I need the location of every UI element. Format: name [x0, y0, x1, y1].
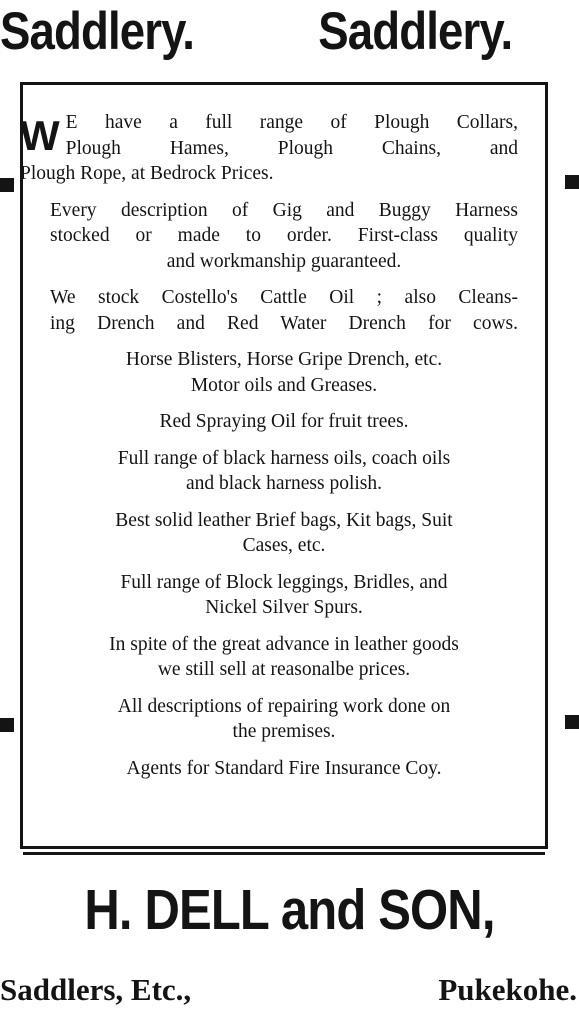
text-line: and workmanship guaranteed.: [166, 250, 402, 272]
text-line: Best solid leather Brief bags, Kit bags, Suit: [115, 509, 453, 531]
text-line: Horse Blisters, Horse Gripe Drench, etc.: [125, 349, 443, 370]
paragraph-plough: [20, 110, 548, 187]
text-line: We stock Costello's Cattle Oil ; also Cleans-: [50, 287, 518, 308]
text-line: ing Drench and Red Water Drench for cows.: [50, 312, 518, 334]
paragraph-harness: [20, 198, 548, 275]
text-line: Nickel Silver Spurs.: [205, 597, 363, 618]
paragraph-repairs: [20, 694, 548, 745]
text-line: Full range of black harness oils, coach oils: [117, 447, 451, 469]
firm-name: [0, 870, 579, 950]
paragraph-cattle-oil: [20, 285, 548, 336]
headline: [0, 0, 513, 80]
text-line: the premises.: [232, 721, 336, 742]
text-line: stocked or made to order. First-class quality: [50, 225, 518, 246]
text-line: Full range of Block leggings, Bridles, and: [120, 571, 448, 593]
text-line: All descriptions of repairing work done on: [117, 695, 451, 717]
text-line: E have a full range of Plough Collars,: [65, 112, 518, 133]
text-line: Plough Hames, Plough Chains, and: [65, 137, 518, 159]
town-name: Pukekohe.: [438, 972, 577, 1007]
headline-right: Saddlery.: [318, 2, 513, 61]
text-line: Plough Rope, at Bedrock Prices.: [20, 163, 274, 184]
text-line: Every description of Gig and Buggy Harness: [50, 199, 518, 221]
text-line: and black harness polish.: [185, 473, 383, 494]
text-line: Motor oils and Greases.: [190, 374, 378, 396]
column-rule-mark: [0, 718, 14, 732]
paragraph-horse: [20, 347, 548, 398]
text-line: Agents for Standard Fire Insurance Coy.: [126, 757, 442, 779]
paragraph-spraying-oil: [20, 409, 548, 435]
text-line: In spite of the great advance in leather goods: [109, 633, 459, 655]
column-rule-mark: [565, 715, 579, 729]
text-line: Cases, etc.: [242, 535, 326, 556]
text-line: we still sell at reasonalbe prices.: [157, 659, 411, 680]
trade-line: Saddlers, Etc.,: [0, 972, 192, 1007]
paragraph-insurance: [20, 756, 548, 782]
column-rule-mark: [565, 175, 579, 189]
headline-left: Saddlery.: [0, 2, 195, 61]
paragraph-prices: [20, 632, 548, 683]
text-line: Red Spraying Oil for fruit trees.: [159, 411, 409, 432]
paragraph-harness-oils: [20, 446, 548, 497]
advert-body: [20, 110, 548, 792]
column-rule-mark: [0, 178, 14, 192]
drop-cap: W: [20, 112, 60, 159]
firm-name-text: H. DELL and SON,: [84, 878, 495, 942]
paragraph-leggings: [20, 570, 548, 621]
paragraph-bags: [20, 508, 548, 559]
